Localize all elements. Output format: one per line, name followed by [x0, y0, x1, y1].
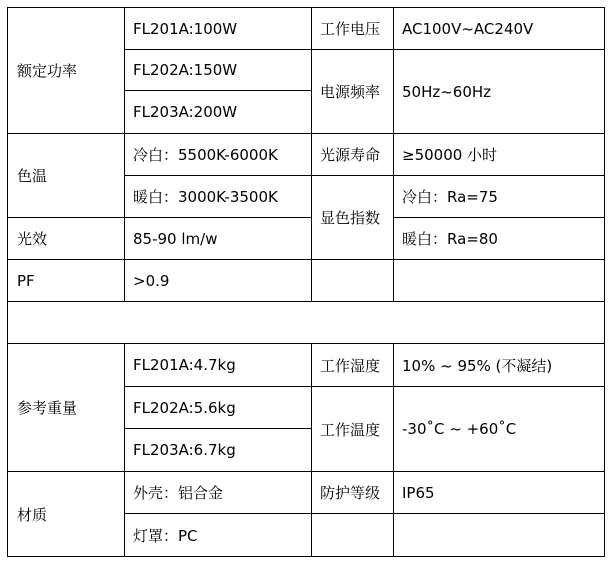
empty-cell	[394, 260, 605, 302]
weight-fl202a: FL202A:5.6kg	[125, 387, 312, 429]
lifespan-label: 光源寿命	[312, 134, 394, 176]
temperature-value: -30˚C ~ +60˚C	[394, 387, 605, 472]
frequency-label: 电源频率	[312, 50, 394, 134]
weight-fl203a: FL203A:6.7kg	[125, 429, 312, 472]
efficacy-label: 光效	[8, 218, 125, 260]
voltage-label: 工作电压	[312, 8, 394, 50]
material-label: 材质	[8, 472, 125, 557]
material-housing: 外壳：铝合金	[125, 472, 312, 514]
protection-label: 防护等级	[312, 472, 394, 514]
pf-label: PF	[8, 260, 125, 302]
voltage-value: AC100V~AC240V	[394, 8, 605, 50]
color-temp-warm: 暖白：3000K-3500K	[125, 176, 312, 218]
blank-row	[8, 302, 605, 344]
empty-cell	[394, 514, 605, 557]
material-cover: 灯罩：PC	[125, 514, 312, 557]
color-temp-cool: 冷白：5500K-6000K	[125, 134, 312, 176]
frequency-value: 50Hz~60Hz	[394, 50, 605, 134]
spec-table	[7, 7, 605, 557]
weight-label: 参考重量	[8, 344, 125, 472]
cri-warm: 暖白：Ra=80	[394, 218, 605, 260]
table-row	[8, 8, 605, 50]
empty-cell	[312, 260, 394, 302]
protection-value: IP65	[394, 472, 605, 514]
empty-cell	[312, 514, 394, 557]
efficacy-value: 85-90 lm/w	[125, 218, 312, 260]
weight-fl201a: FL201A:4.7kg	[125, 344, 312, 387]
power-fl203a: FL203A:200W	[125, 91, 312, 134]
color-temp-label: 色温	[8, 134, 125, 218]
temperature-label: 工作温度	[312, 387, 394, 472]
cri-cool: 冷白：Ra=75	[394, 176, 605, 218]
blank-cell	[8, 302, 605, 344]
humidity-label: 工作湿度	[312, 344, 394, 387]
lifespan-value: ≥50000 小时	[394, 134, 605, 176]
table-row	[8, 344, 605, 387]
pf-value: >0.9	[125, 260, 312, 302]
table-row	[8, 472, 605, 514]
power-fl201a: FL201A:100W	[125, 8, 312, 50]
table-row	[8, 134, 605, 176]
cri-label: 显色指数	[312, 176, 394, 260]
table-row	[8, 260, 605, 302]
humidity-value: 10% ~ 95% (不凝结)	[394, 344, 605, 387]
table-row	[8, 218, 605, 260]
power-fl202a: FL202A:150W	[125, 50, 312, 91]
rated-power-label: 额定功率	[8, 8, 125, 134]
